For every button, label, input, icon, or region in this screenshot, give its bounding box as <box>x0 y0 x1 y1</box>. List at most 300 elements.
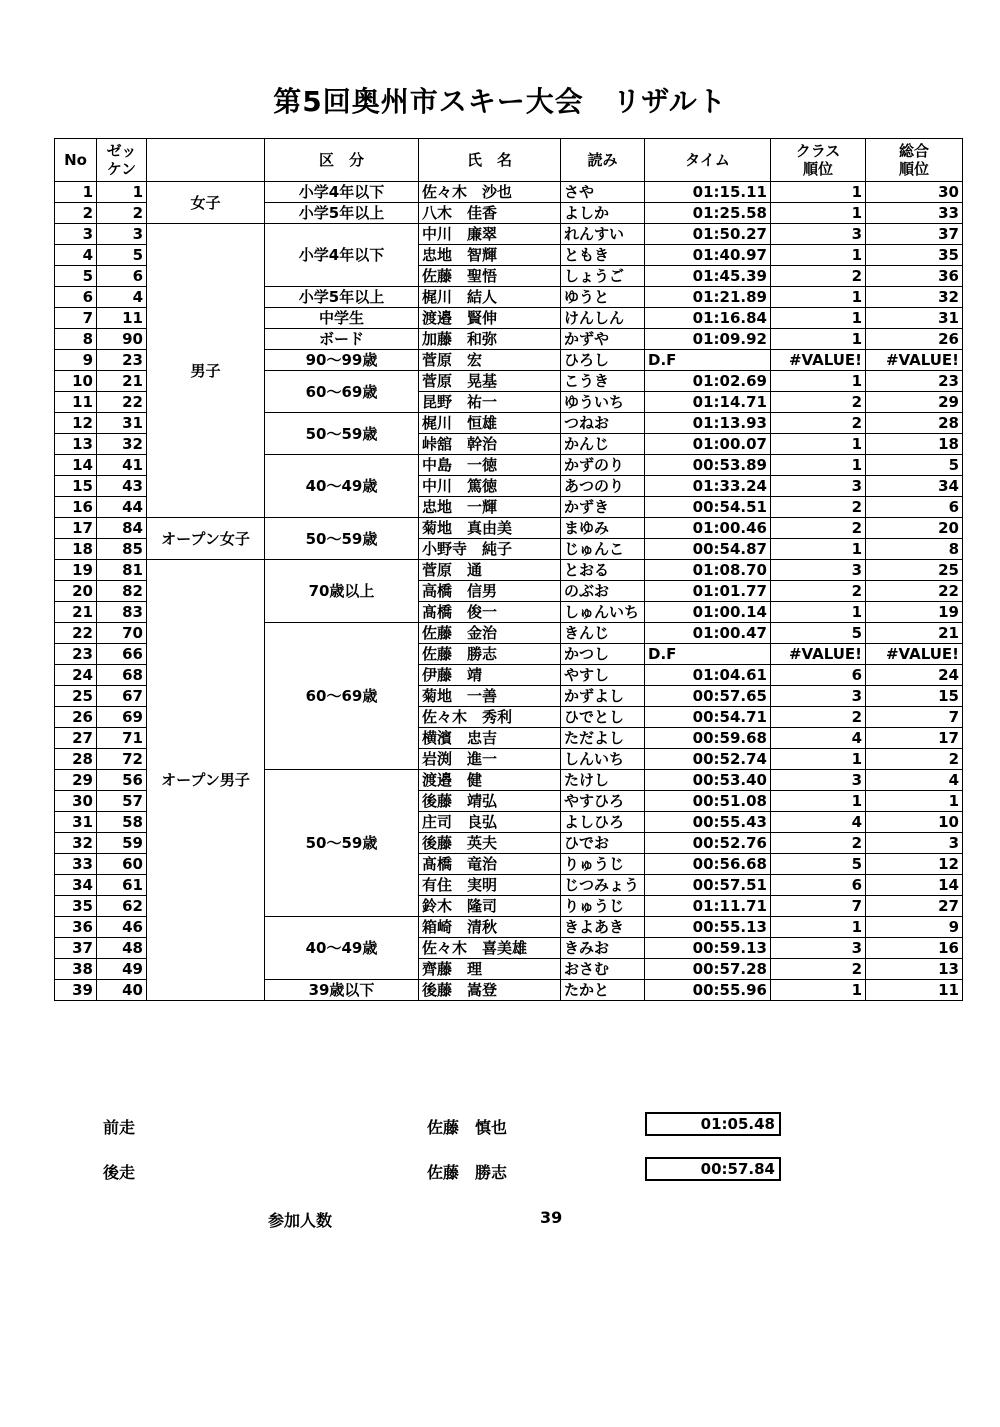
category-cell: 50～59歳 <box>265 770 419 917</box>
row-name: 渡邉 健 <box>419 770 561 791</box>
row-class-rank: 3 <box>771 770 866 791</box>
row-overall-rank: 31 <box>866 308 963 329</box>
row-time: 00:59.68 <box>645 728 771 749</box>
row-time: 01:04.61 <box>645 665 771 686</box>
group-cell: 女子 <box>147 182 265 224</box>
participants-count: 39 <box>540 1208 563 1227</box>
sweeper-time: 00:57.84 <box>645 1157 781 1181</box>
row-time: 00:55.43 <box>645 812 771 833</box>
category-cell: 中学生 <box>265 308 419 329</box>
header-class-rank: クラス 順位 <box>771 139 866 182</box>
row-bib: 62 <box>97 896 147 917</box>
row-overall-rank: 37 <box>866 224 963 245</box>
row-time: 01:08.70 <box>645 560 771 581</box>
row-class-rank: 1 <box>771 308 866 329</box>
row-name: 髙橋 俊一 <box>419 602 561 623</box>
row-overall-rank: 15 <box>866 686 963 707</box>
row-time: 01:13.93 <box>645 413 771 434</box>
row-no: 32 <box>55 833 97 854</box>
row-reading: かずよし <box>561 686 645 707</box>
row-class-rank: 3 <box>771 938 866 959</box>
row-time: D.F <box>645 350 771 371</box>
row-no: 28 <box>55 749 97 770</box>
row-class-rank: 4 <box>771 728 866 749</box>
row-class-rank: 1 <box>771 203 866 224</box>
header-reading: 読み <box>561 139 645 182</box>
row-overall-rank: 13 <box>866 959 963 980</box>
row-time: 00:57.28 <box>645 959 771 980</box>
row-bib: 81 <box>97 560 147 581</box>
row-name: 後藤 靖弘 <box>419 791 561 812</box>
row-no: 33 <box>55 854 97 875</box>
row-no: 3 <box>55 224 97 245</box>
row-class-rank: 2 <box>771 518 866 539</box>
row-reading: かずのり <box>561 455 645 476</box>
row-no: 37 <box>55 938 97 959</box>
row-time: 00:55.13 <box>645 917 771 938</box>
row-reading: きみお <box>561 938 645 959</box>
row-bib: 82 <box>97 581 147 602</box>
row-name: 後藤 嵩登 <box>419 980 561 1001</box>
row-time: 01:11.71 <box>645 896 771 917</box>
row-time: 01:40.97 <box>645 245 771 266</box>
row-name: 梶川 結人 <box>419 287 561 308</box>
row-reading: たかと <box>561 980 645 1001</box>
category-cell: 小学4年以下 <box>265 182 419 203</box>
row-bib: 32 <box>97 434 147 455</box>
row-time: 00:55.96 <box>645 980 771 1001</box>
row-overall-rank: 23 <box>866 371 963 392</box>
row-reading: かずき <box>561 497 645 518</box>
row-class-rank: 1 <box>771 980 866 1001</box>
row-no: 22 <box>55 623 97 644</box>
row-overall-rank: 35 <box>866 245 963 266</box>
row-time: 01:00.46 <box>645 518 771 539</box>
row-name: 菅原 通 <box>419 560 561 581</box>
row-no: 5 <box>55 266 97 287</box>
row-reading: とおる <box>561 560 645 581</box>
row-bib: 44 <box>97 497 147 518</box>
row-overall-rank: 30 <box>866 182 963 203</box>
row-overall-rank: 26 <box>866 329 963 350</box>
sweeper-label: 後走 <box>103 1163 136 1182</box>
row-overall-rank: 8 <box>866 539 963 560</box>
row-no: 8 <box>55 329 97 350</box>
row-no: 23 <box>55 644 97 665</box>
row-overall-rank: 19 <box>866 602 963 623</box>
row-time: 01:33.24 <box>645 476 771 497</box>
row-time: 00:54.71 <box>645 707 771 728</box>
row-overall-rank: 32 <box>866 287 963 308</box>
row-bib: 31 <box>97 413 147 434</box>
row-time: 01:15.11 <box>645 182 771 203</box>
row-no: 10 <box>55 371 97 392</box>
row-no: 11 <box>55 392 97 413</box>
row-time: 00:59.13 <box>645 938 771 959</box>
row-overall-rank: 22 <box>866 581 963 602</box>
category-cell: 小学5年以上 <box>265 203 419 224</box>
row-reading: かつし <box>561 644 645 665</box>
row-name: 中川 篤徳 <box>419 476 561 497</box>
row-class-rank: 2 <box>771 392 866 413</box>
row-reading: ひでお <box>561 833 645 854</box>
row-no: 34 <box>55 875 97 896</box>
row-reading: れんすい <box>561 224 645 245</box>
row-reading: ひでとし <box>561 707 645 728</box>
header-name: 氏 名 <box>419 139 561 182</box>
row-overall-rank: 3 <box>866 833 963 854</box>
row-no: 7 <box>55 308 97 329</box>
sweeper-name: 佐藤 勝志 <box>427 1163 508 1182</box>
row-time: 00:56.68 <box>645 854 771 875</box>
category-cell: 小学5年以上 <box>265 287 419 308</box>
row-bib: 67 <box>97 686 147 707</box>
table-row <box>55 182 963 203</box>
row-class-rank: 1 <box>771 329 866 350</box>
row-reading: たけし <box>561 770 645 791</box>
row-no: 27 <box>55 728 97 749</box>
row-reading: かずや <box>561 329 645 350</box>
header-category: 区 分 <box>265 139 419 182</box>
row-class-rank: 7 <box>771 896 866 917</box>
row-name: 横濱 忠吉 <box>419 728 561 749</box>
row-bib: 4 <box>97 287 147 308</box>
row-name: 八木 佳香 <box>419 203 561 224</box>
header-overall-rank: 総合 順位 <box>866 139 963 182</box>
row-bib: 57 <box>97 791 147 812</box>
row-no: 30 <box>55 791 97 812</box>
row-time: 00:57.65 <box>645 686 771 707</box>
row-bib: 69 <box>97 707 147 728</box>
category-cell: 小学4年以下 <box>265 224 419 287</box>
row-time: 00:54.87 <box>645 539 771 560</box>
row-class-rank: 5 <box>771 623 866 644</box>
row-reading: ひろし <box>561 350 645 371</box>
row-bib: 1 <box>97 182 147 203</box>
row-class-rank: 1 <box>771 455 866 476</box>
table-row <box>55 560 963 581</box>
row-bib: 90 <box>97 329 147 350</box>
category-cell: 50～59歳 <box>265 413 419 455</box>
row-class-rank: 2 <box>771 581 866 602</box>
row-no: 35 <box>55 896 97 917</box>
row-time: 01:50.27 <box>645 224 771 245</box>
row-bib: 21 <box>97 371 147 392</box>
row-bib: 46 <box>97 917 147 938</box>
row-class-rank: 1 <box>771 749 866 770</box>
row-overall-rank: 28 <box>866 413 963 434</box>
row-class-rank: 3 <box>771 686 866 707</box>
row-bib: 23 <box>97 350 147 371</box>
row-no: 4 <box>55 245 97 266</box>
row-overall-rank: 9 <box>866 917 963 938</box>
row-name: 梶川 恒雄 <box>419 413 561 434</box>
row-overall-rank: 29 <box>866 392 963 413</box>
row-no: 16 <box>55 497 97 518</box>
row-reading: やすひろ <box>561 791 645 812</box>
row-bib: 61 <box>97 875 147 896</box>
row-class-rank: #VALUE! <box>771 350 866 371</box>
row-reading: やすし <box>561 665 645 686</box>
row-no: 17 <box>55 518 97 539</box>
row-class-rank: 2 <box>771 833 866 854</box>
row-time: D.F <box>645 644 771 665</box>
category-cell: 40～49歳 <box>265 455 419 518</box>
row-no: 25 <box>55 686 97 707</box>
row-class-rank: 3 <box>771 476 866 497</box>
table-row <box>55 518 963 539</box>
results-table <box>54 138 963 1001</box>
row-reading: あつのり <box>561 476 645 497</box>
header-group <box>147 139 265 182</box>
row-class-rank: 3 <box>771 224 866 245</box>
row-class-rank: 1 <box>771 539 866 560</box>
row-reading: よしひろ <box>561 812 645 833</box>
row-class-rank: 3 <box>771 560 866 581</box>
row-class-rank: 1 <box>771 287 866 308</box>
group-cell: オープン男子 <box>147 560 265 1001</box>
row-reading: かんじ <box>561 434 645 455</box>
row-time: 01:25.58 <box>645 203 771 224</box>
category-cell: 39歳以下 <box>265 980 419 1001</box>
row-class-rank: 2 <box>771 959 866 980</box>
row-name: 忠地 智輝 <box>419 245 561 266</box>
row-no: 2 <box>55 203 97 224</box>
row-overall-rank: #VALUE! <box>866 350 963 371</box>
row-reading: しんいち <box>561 749 645 770</box>
forerunner-name: 佐藤 慎也 <box>427 1118 508 1137</box>
row-bib: 85 <box>97 539 147 560</box>
row-time: 01:00.14 <box>645 602 771 623</box>
row-bib: 60 <box>97 854 147 875</box>
row-name: 佐々木 秀利 <box>419 707 561 728</box>
row-reading: じゅんこ <box>561 539 645 560</box>
row-bib: 48 <box>97 938 147 959</box>
row-reading: おさむ <box>561 959 645 980</box>
row-time: 00:54.51 <box>645 497 771 518</box>
row-time: 00:51.08 <box>645 791 771 812</box>
row-overall-rank: 17 <box>866 728 963 749</box>
row-no: 9 <box>55 350 97 371</box>
row-bib: 70 <box>97 623 147 644</box>
row-class-rank: 2 <box>771 497 866 518</box>
row-no: 18 <box>55 539 97 560</box>
row-name: 加藤 和弥 <box>419 329 561 350</box>
row-time: 01:21.89 <box>645 287 771 308</box>
row-no: 31 <box>55 812 97 833</box>
row-no: 38 <box>55 959 97 980</box>
row-class-rank: 4 <box>771 812 866 833</box>
row-reading: のぶお <box>561 581 645 602</box>
row-name: 高橋 信男 <box>419 581 561 602</box>
row-class-rank: #VALUE! <box>771 644 866 665</box>
row-no: 19 <box>55 560 97 581</box>
row-bib: 5 <box>97 245 147 266</box>
row-class-rank: 5 <box>771 854 866 875</box>
row-reading: りゅうじ <box>561 854 645 875</box>
row-overall-rank: 16 <box>866 938 963 959</box>
row-no: 14 <box>55 455 97 476</box>
row-overall-rank: 14 <box>866 875 963 896</box>
row-name: 鈴木 隆司 <box>419 896 561 917</box>
row-overall-rank: 27 <box>866 896 963 917</box>
row-reading: じつみょう <box>561 875 645 896</box>
category-cell: 60～69歳 <box>265 371 419 413</box>
row-reading: つねお <box>561 413 645 434</box>
row-name: 佐々木 沙也 <box>419 182 561 203</box>
row-overall-rank: 4 <box>866 770 963 791</box>
row-name: 菊地 一善 <box>419 686 561 707</box>
row-overall-rank: 10 <box>866 812 963 833</box>
forerunner-label: 前走 <box>103 1118 136 1137</box>
row-reading: しゅんいち <box>561 602 645 623</box>
row-name: 忠地 一輝 <box>419 497 561 518</box>
row-reading: こうき <box>561 371 645 392</box>
row-bib: 49 <box>97 959 147 980</box>
row-time: 01:14.71 <box>645 392 771 413</box>
results-body <box>55 182 963 1001</box>
row-time: 00:52.76 <box>645 833 771 854</box>
row-overall-rank: 34 <box>866 476 963 497</box>
row-class-rank: 2 <box>771 266 866 287</box>
row-name: 峠舘 幹治 <box>419 434 561 455</box>
row-name: 中川 廉翠 <box>419 224 561 245</box>
row-class-rank: 6 <box>771 875 866 896</box>
row-time: 00:57.51 <box>645 875 771 896</box>
row-name: 菅原 晃基 <box>419 371 561 392</box>
row-overall-rank: 21 <box>866 623 963 644</box>
row-class-rank: 1 <box>771 371 866 392</box>
row-bib: 56 <box>97 770 147 791</box>
row-bib: 83 <box>97 602 147 623</box>
row-name: 佐藤 金治 <box>419 623 561 644</box>
row-name: 有住 実明 <box>419 875 561 896</box>
header-time: タイム <box>645 139 771 182</box>
row-bib: 72 <box>97 749 147 770</box>
row-class-rank: 1 <box>771 245 866 266</box>
row-reading: さや <box>561 182 645 203</box>
row-class-rank: 1 <box>771 917 866 938</box>
table-row <box>55 224 963 245</box>
row-overall-rank: 5 <box>866 455 963 476</box>
row-time: 01:00.07 <box>645 434 771 455</box>
row-overall-rank: 33 <box>866 203 963 224</box>
header-no: No <box>55 139 97 182</box>
row-time: 00:52.74 <box>645 749 771 770</box>
row-name: 箱崎 清秋 <box>419 917 561 938</box>
row-no: 13 <box>55 434 97 455</box>
row-time: 01:01.77 <box>645 581 771 602</box>
row-overall-rank: 20 <box>866 518 963 539</box>
row-bib: 68 <box>97 665 147 686</box>
group-cell: 男子 <box>147 224 265 518</box>
page-title: 第5回奥州市スキー大会 リザルト <box>273 85 727 118</box>
row-reading: ともき <box>561 245 645 266</box>
row-reading: りゅうじ <box>561 896 645 917</box>
row-name: 渡邉 賢伸 <box>419 308 561 329</box>
row-class-rank: 6 <box>771 665 866 686</box>
row-class-rank: 1 <box>771 434 866 455</box>
row-no: 6 <box>55 287 97 308</box>
row-overall-rank: 24 <box>866 665 963 686</box>
row-class-rank: 2 <box>771 707 866 728</box>
row-name: 小野寺 純子 <box>419 539 561 560</box>
row-class-rank: 1 <box>771 602 866 623</box>
row-no: 1 <box>55 182 97 203</box>
row-name: 佐々木 喜美雄 <box>419 938 561 959</box>
row-reading: きんじ <box>561 623 645 644</box>
row-bib: 59 <box>97 833 147 854</box>
category-cell: 60～69歳 <box>265 623 419 770</box>
forerunner-time: 01:05.48 <box>645 1112 781 1136</box>
row-reading: きよあき <box>561 917 645 938</box>
row-name: 岩渕 進一 <box>419 749 561 770</box>
row-class-rank: 1 <box>771 182 866 203</box>
category-cell: 70歳以上 <box>265 560 419 623</box>
row-overall-rank: 25 <box>866 560 963 581</box>
row-bib: 58 <box>97 812 147 833</box>
row-no: 29 <box>55 770 97 791</box>
row-bib: 66 <box>97 644 147 665</box>
row-no: 12 <box>55 413 97 434</box>
header-bib: ゼッ ケン <box>97 139 147 182</box>
row-reading: けんしん <box>561 308 645 329</box>
row-no: 20 <box>55 581 97 602</box>
row-no: 15 <box>55 476 97 497</box>
row-time: 00:53.89 <box>645 455 771 476</box>
row-bib: 3 <box>97 224 147 245</box>
row-reading: よしか <box>561 203 645 224</box>
row-name: 庄司 良弘 <box>419 812 561 833</box>
row-no: 39 <box>55 980 97 1001</box>
row-reading: ゆうと <box>561 287 645 308</box>
row-bib: 2 <box>97 203 147 224</box>
header-row <box>55 139 963 182</box>
row-overall-rank: 11 <box>866 980 963 1001</box>
row-reading: しょうご <box>561 266 645 287</box>
row-overall-rank: 2 <box>866 749 963 770</box>
row-time: 01:09.92 <box>645 329 771 350</box>
row-time: 01:16.84 <box>645 308 771 329</box>
row-bib: 22 <box>97 392 147 413</box>
category-cell: 40～49歳 <box>265 917 419 980</box>
row-bib: 6 <box>97 266 147 287</box>
row-time: 01:02.69 <box>645 371 771 392</box>
row-overall-rank: 36 <box>866 266 963 287</box>
row-name: 髙橋 竜治 <box>419 854 561 875</box>
row-reading: ただよし <box>561 728 645 749</box>
row-overall-rank: 1 <box>866 791 963 812</box>
group-cell: オープン女子 <box>147 518 265 560</box>
row-bib: 41 <box>97 455 147 476</box>
row-time: 00:53.40 <box>645 770 771 791</box>
row-bib: 71 <box>97 728 147 749</box>
row-no: 26 <box>55 707 97 728</box>
row-bib: 43 <box>97 476 147 497</box>
row-class-rank: 1 <box>771 791 866 812</box>
row-time: 01:00.47 <box>645 623 771 644</box>
row-time: 01:45.39 <box>645 266 771 287</box>
row-overall-rank: #VALUE! <box>866 644 963 665</box>
row-name: 菊地 真由美 <box>419 518 561 539</box>
row-no: 36 <box>55 917 97 938</box>
category-cell: 50～59歳 <box>265 518 419 560</box>
row-name: 菅原 宏 <box>419 350 561 371</box>
row-name: 中島 一徳 <box>419 455 561 476</box>
row-bib: 11 <box>97 308 147 329</box>
participants-label: 参加人数 <box>268 1211 333 1230</box>
row-name: 後藤 英夫 <box>419 833 561 854</box>
